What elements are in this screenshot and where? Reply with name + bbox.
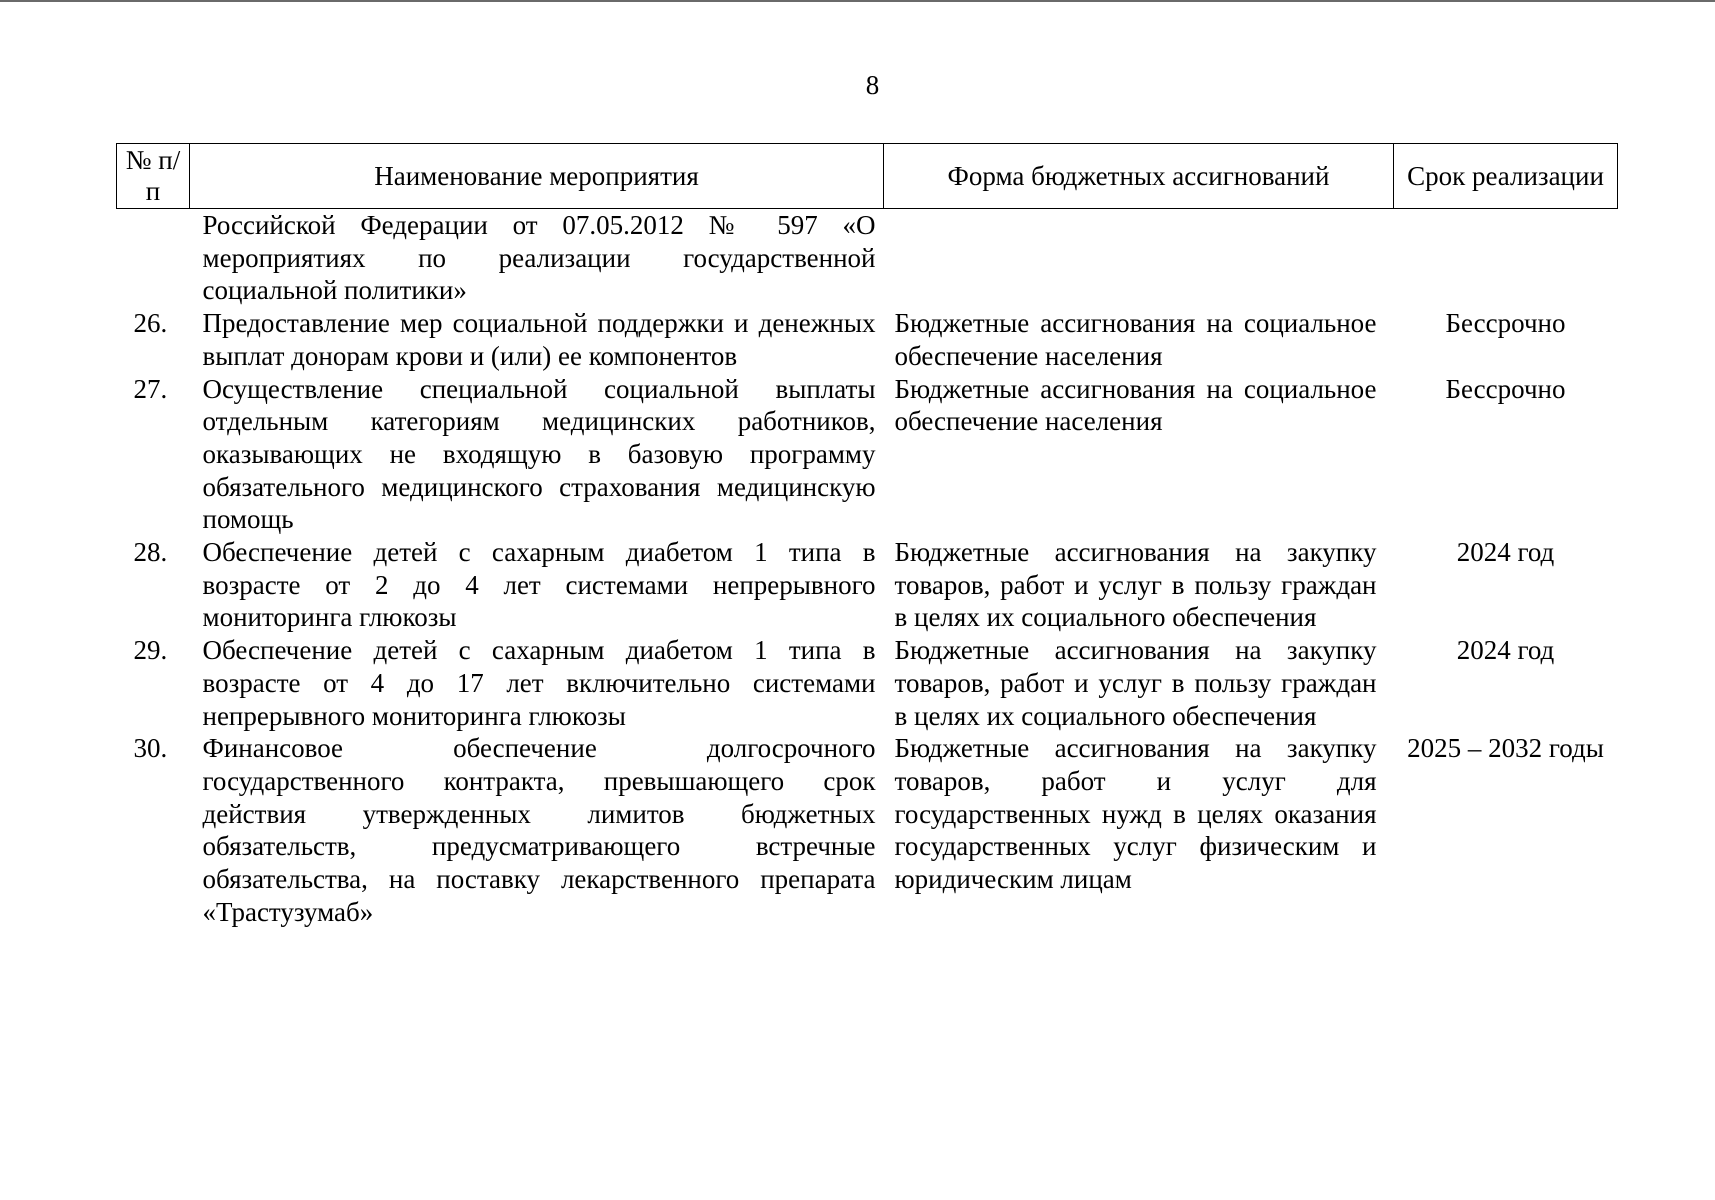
row-form: Бюджетные ассигнования на закупку товаров, работ и услуг в пользу граждан в целях их социального обеспечения — [894, 635, 1377, 731]
row-name: Предоставление мер социальной поддержки и денежных выплат донорам крови и (или) ее компонентов — [202, 308, 876, 371]
table-row — [117, 634, 1618, 732]
row-term: 2024 год — [1456, 537, 1555, 568]
table-row — [117, 536, 1618, 634]
row-name: Российской Федерации от 07.05.2012 № 597 «О мероприятиях по реализации государственной социальной политики» — [202, 210, 876, 306]
table-row — [117, 307, 1618, 372]
header-term: Срок реализации — [1394, 144, 1618, 209]
row-number — [117, 209, 190, 308]
top-scan-border — [0, 0, 1715, 2]
row-number: 29. — [133, 635, 168, 666]
row-name: Обеспечение детей с сахарным диабетом 1 типа в возрасте от 4 до 17 лет включительно системами непрерывного мониторинга глюкозы — [202, 635, 876, 731]
row-form: Бюджетные ассигнования на социальное обеспечение населения — [894, 373, 1377, 437]
header-form: Форма бюджетных ассигнований — [884, 144, 1394, 209]
measures-table — [116, 143, 1618, 928]
header-name: Наименование мероприятия — [190, 144, 884, 209]
row-term: Бессрочно — [1445, 308, 1566, 339]
table-body — [117, 209, 1618, 929]
table-row — [117, 732, 1618, 928]
row-number: 26. — [133, 308, 168, 339]
row-term: 2025 – 2032 годы — [1407, 733, 1604, 764]
row-number: 30. — [133, 733, 168, 764]
table-row — [117, 373, 1618, 537]
table-header — [117, 144, 1618, 209]
row-term: Бессрочно — [1445, 373, 1566, 404]
header-row — [117, 144, 1618, 209]
header-number: № п/п — [117, 144, 190, 209]
table-row — [117, 209, 1618, 308]
row-number: 28. — [133, 537, 168, 568]
page-number: 8 — [865, 70, 880, 100]
row-name: Осуществление специальной социальной выплаты отдельным категориям медицинских работников, оказывающих не входящую в базовую программу обязательного медицинского страхования медицинскую помощь — [202, 373, 876, 535]
row-term — [1394, 209, 1618, 308]
row-form: Бюджетные ассигнования на социальное обеспечение населения — [894, 308, 1377, 371]
row-form — [884, 209, 1394, 308]
row-name: Финансовое обеспечение долгосрочного государственного контракта, превышающего срок действия утвержденных лимитов бюджетных обязательств, предусматривающего встречные обязательства, на поставку лекарственного препарата «Трастузумаб» — [202, 733, 876, 927]
row-form: Бюджетные ассигнования на закупку товаров, работ и услуг в пользу граждан в целях их социального обеспечения — [894, 537, 1377, 633]
row-form: Бюджетные ассигнования на закупку товаров, работ и услуг для государственных нужд в целях оказания государственных услуг физическим и юридическим лицам — [894, 733, 1377, 895]
row-name: Обеспечение детей с сахарным диабетом 1 типа в возрасте от 2 до 4 лет системами непрерывного мониторинга глюкозы — [202, 537, 876, 633]
row-number: 27. — [133, 373, 168, 404]
row-term: 2024 год — [1456, 635, 1555, 666]
